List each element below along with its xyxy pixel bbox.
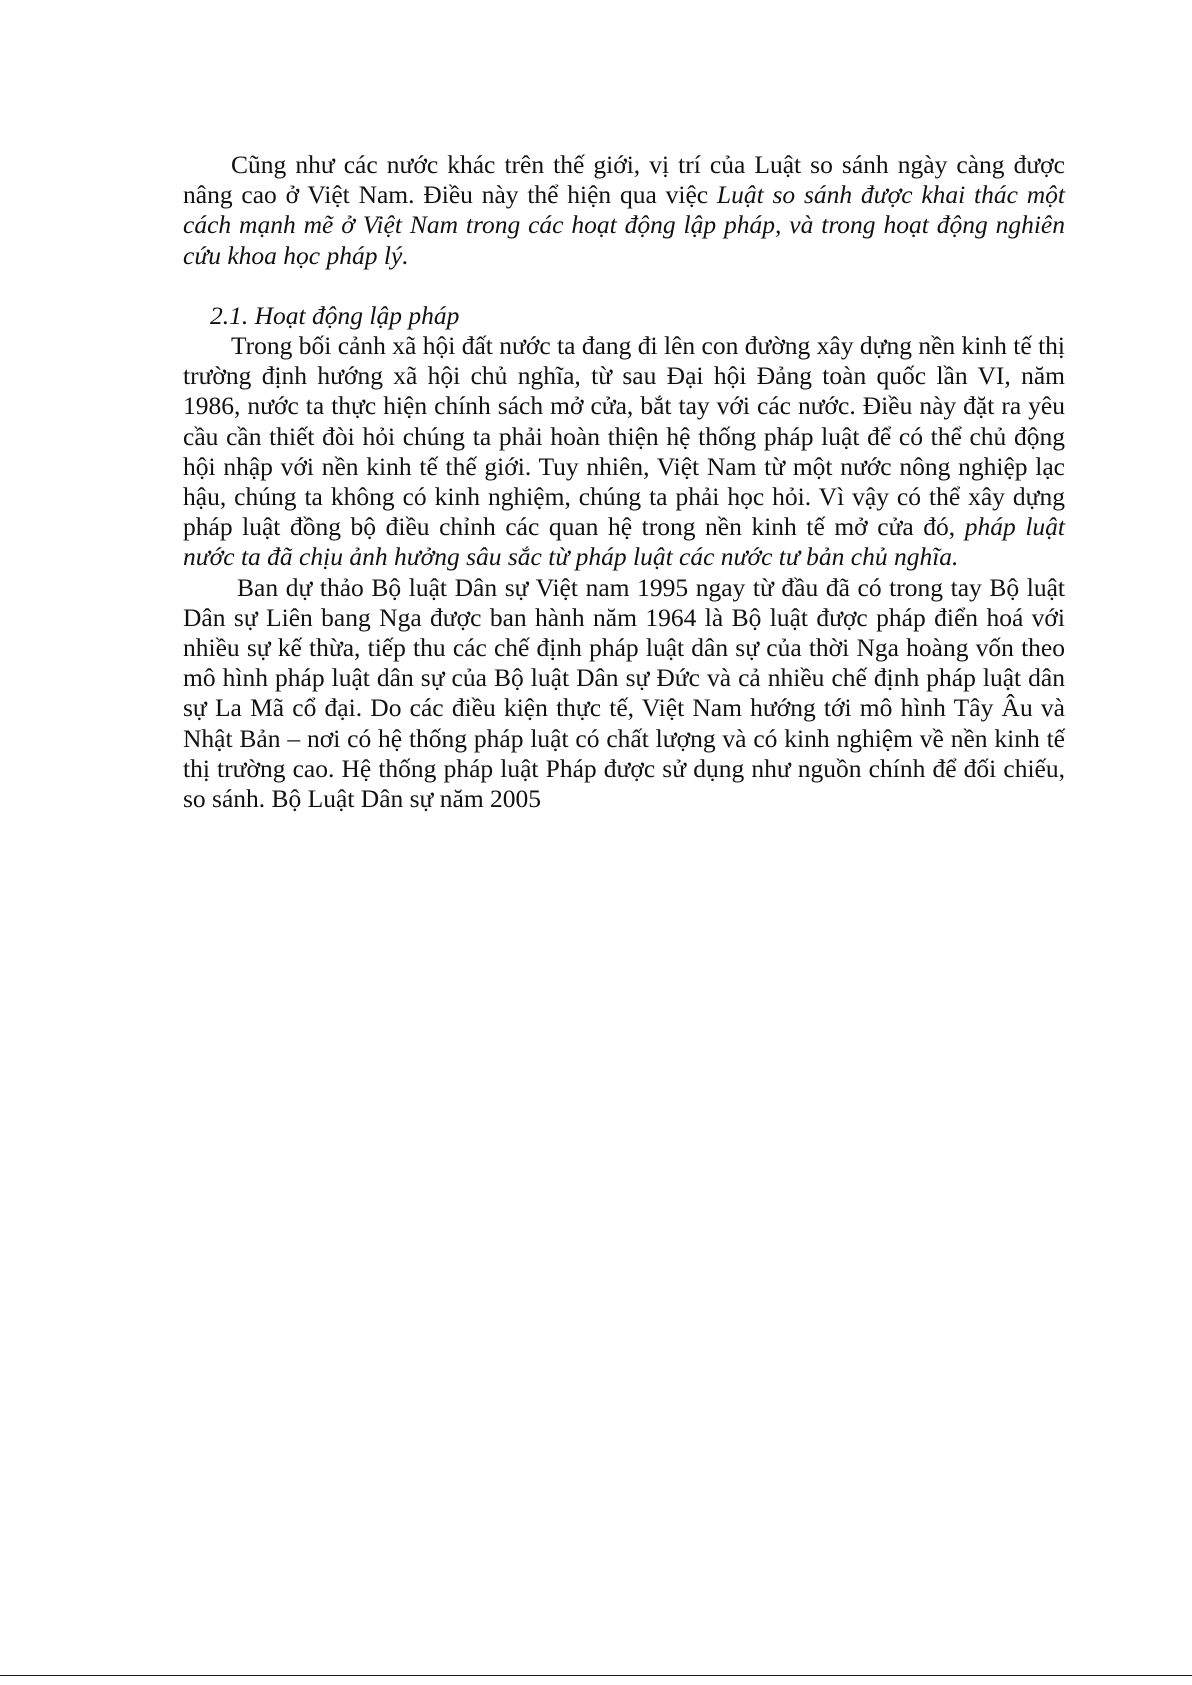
page-bottom-rule (0, 1675, 1192, 1676)
body-paragraph-2: Ban dự thảo Bộ luật Dân sự Việt nam 1995 ngay từ đầu đã có trong tay Bộ luật Dân sự Liên bang Nga được ban hành năm 1964 là Bộ luật được pháp điển hoá với nhiều sự kế thừa, tiếp thu các chế định pháp luật dân sự của thời Nga hoàng vốn theo mô hình pháp luật dân sự của Bộ luật Dân sự Đức và cả nhiều chế định pháp luật dân sự La Mã cổ đại. Do các điều kiện thực tế, Việt Nam hướng tới mô hình Tây Âu và Nhật Bản – nơi có hệ thống pháp luật có chất lượng và có kinh nghiệm về nền kinh tế thị trường cao. Hệ thống pháp luật Pháp được sử dụng như nguồn chính để đối chiếu, so sánh. Bộ Luật Dân sự năm 2005 (183, 572, 1065, 814)
document-body (183, 150, 1065, 814)
section-heading: 2.1. Hoạt động lập pháp (210, 300, 460, 330)
body-paragraph-1-text: Trong bối cảnh xã hội đất nước ta đang đi lên con đường xây dựng nền kinh tế thị trường định hướng xã hội chủ nghĩa, từ sau Đại hội Đảng toàn quốc lần VI, năm 1986, nước ta thực hiện chính sách mở cửa, bắt tay với các nước. Điều này đặt ra yêu cầu cần thiết đòi hỏi chúng ta phải hoàn thiện hệ thống pháp luật để có thể chủ động hội nhập với nền kinh tế thế giới. Tuy nhiên, Việt Nam từ một nước nông nghiệp lạc hậu, chúng ta không có kinh nghiệm, chúng ta phải học hỏi. Vì vậy có thể xây dựng pháp luật đồng bộ điều chỉnh các quan hệ trong nền kinh tế mở cửa đó, (183, 331, 1065, 542)
paragraph-spacer (183, 271, 1065, 301)
body-paragraph-1 (183, 331, 1065, 573)
body-paragraph-1-emphasis: pháp luật nước ta đã chịu ảnh hưởng sâu sắc từ pháp luật các nước tư bản chủ nghĩa. (183, 512, 1065, 572)
intro-paragraph (183, 150, 1065, 271)
intro-text: Cũng như các nước khác trên thế giới, vị trí của Luật so sánh ngày càng được nâng cao ở Việt Nam. Điều này thể hiện qua việc (183, 150, 1065, 210)
intro-emphasis: Luật so sánh được khai thác một cách mạnh mẽ ở Việt Nam trong các hoạt động lập pháp, và trong hoạt động nghiên cứu khoa học pháp lý. (183, 180, 1065, 270)
